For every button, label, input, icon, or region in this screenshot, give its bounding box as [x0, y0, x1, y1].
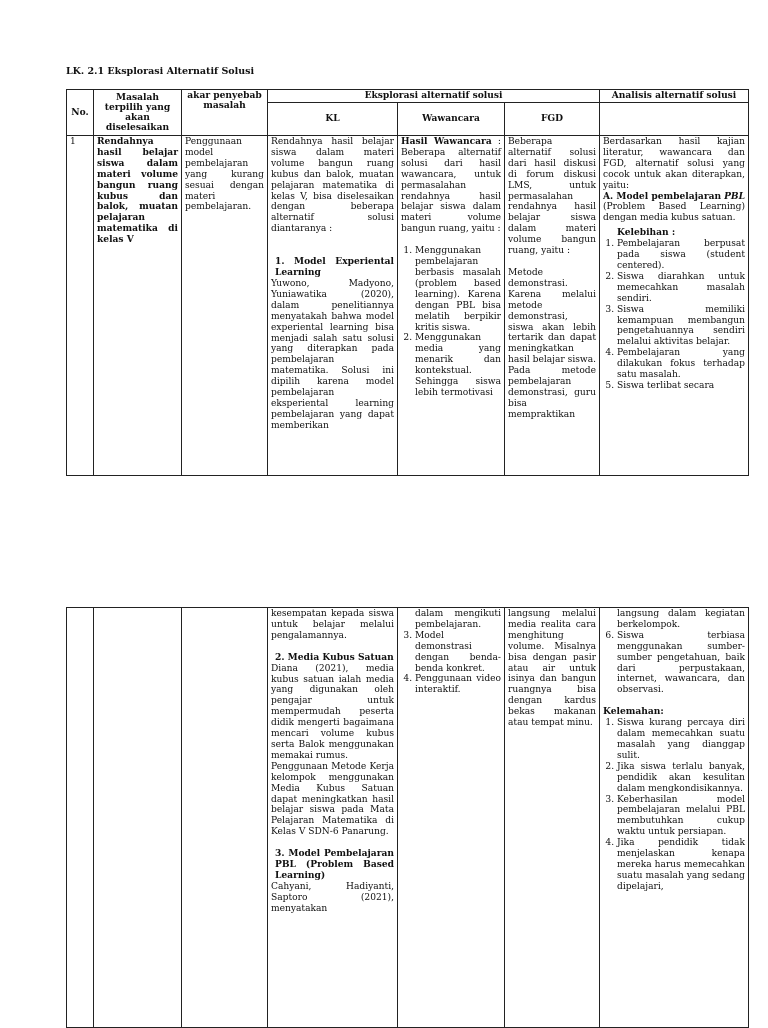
header-akar: akar penyebab masalah	[182, 90, 268, 136]
header-masalah: Masalah terpilih yang akan diselesaikan	[94, 90, 182, 136]
header-no: No.	[67, 90, 94, 136]
wawancara-lead: Hasil Wawancara	[401, 136, 492, 147]
row-number: 1	[67, 136, 94, 476]
kelebihan-item: 2. Siswa diarahkan untuk memecahkan masalah sendiri.	[617, 272, 745, 305]
kl-item3-title: 3. Model Pembelajaran PBL (Problem Based Learning)	[275, 848, 394, 881]
akar-cell: Penggunaan model pembelajaran yang kurang sesuai dengan materi pembelajaran.	[182, 136, 268, 476]
kelebihan-item: 5. Siswa terlibat secara	[617, 381, 745, 392]
analisis-cell-continued	[600, 608, 749, 1028]
kl-item1-text-cont: kesempatan kepada siswa untuk belajar melalui pengalamannya.	[271, 609, 394, 641]
kelemahan-item: 4. Jika pendidik tidak menjelaskan kenapa mereka harus memecahkan suatu masalah yang sedang dipelajari,	[617, 838, 745, 893]
wawancara-item-3: 3. Model demonstrasi dengan benda-benda konkret.	[415, 631, 501, 675]
fgd-cell-continued	[505, 608, 600, 1028]
kl-item3-text: Cahyani, Hadiyanti, Saptoro (2021), menyatakan	[271, 881, 394, 914]
kelebihan-item: 1. Pembelajaran berpusat pada siswa (student centered).	[617, 239, 745, 272]
wawancara-item-2: 2. Menggunakan media yang menarik dan kontekstual. Sehingga siswa lebih termotivasi	[415, 333, 501, 398]
fgd-text: Metode demonstrasi. Karena melalui metode demonstrasi, siswa akan lebih tertarik dan dapat meningkatkan hasil belajar siswa. Pada metode pembelajaran demonstrasi, guru bisa mempraktikan	[508, 267, 597, 420]
fgd-text-cont: langsung melalui media realita cara menghitung volume. Misalnya bisa dengan pasir atau air untuk isinya dan bangun ruangnya bisa dengan kardus bekas makanan atau tempat minu.	[508, 609, 596, 729]
wawancara-item-4: 4. Penggunaan video interaktif.	[415, 674, 501, 696]
wawancara-cell-continued	[398, 608, 505, 1028]
header-fgd: FGD	[505, 103, 600, 136]
analisis-intro: Berdasarkan hasil kajian literatur, wawancara dan FGD, alternatif solusi yang cocok untuk akan diterapkan, yaitu:	[603, 137, 745, 191]
kl-cell	[268, 136, 398, 476]
masalah-cell: Rendahnya hasil belajar siswa dalam materi volume bangun ruang kubus dan balok, muatan pelajaran matematika di kelas V	[94, 136, 182, 476]
wawancara-intro: : Beberapa alternatif solusi dari hasil wawancara, untuk permasalahan rendahnya hasil belajar siswa dalam materi volume bangun ruang, yaitu :	[401, 137, 501, 235]
kelebihan-item: 3. Siswa memiliki kemampuan membangun pengetahuannya sendiri melalui aktivitas belajar.	[617, 305, 745, 349]
kelemahan-heading: Kelemahan:	[603, 706, 664, 718]
kelemahan-item: 2. Jika siswa terlalu banyak, pendidik akan kesulitan dalam mengkondisikannya.	[617, 762, 745, 795]
kelebihan-item-5-cont: langsung dalam kegiatan berkelompok.	[617, 609, 745, 630]
wawancara-item-1: 1. Menggunakan pembelajaran berbasis masalah (problem based learning). Karena dengan PBL bisa melatih berpikir kritis siswa.	[415, 246, 501, 333]
kelebihan-item: 4. Pembelajaran yang dilakukan fokus terhadap satu masalah.	[617, 348, 745, 381]
fgd-intro: Beberapa alternatif solusi dari hasil diskusi di forum diskusi LMS, untuk permasalahan rendahnya hasil belajar siswa dalam materi volume bangun ruang, yaitu :	[508, 137, 596, 257]
kelemahan-item: 1. Siswa kurang percaya diri dalam memecahkan suatu masalah yang dianggap sulit.	[617, 718, 745, 762]
solution-table-part1	[66, 89, 749, 476]
header-analisis: Analisis alternatif solusi	[600, 90, 749, 103]
wawancara-item-2-cont: dalam mengikuti pembelajaran.	[415, 609, 501, 630]
kl-item2-title: 2. Media Kubus Satuan	[275, 651, 394, 663]
header-eksplorasi: Eksplorasi alternatif solusi	[268, 90, 600, 103]
kl-item2-text: Diana (2021), media kubus satuan ialah media yang digunakan oleh pengajar untuk mempermudah peserta didik mengerti bagaimana mencari volume kubus serta Balok menggunakan memakai rumus.	[271, 663, 394, 761]
analisis-model: A. Model pembelajaran PBL (Problem Based Learning) dengan media kubus satuan.	[603, 190, 745, 224]
kl-item1-title: 1. Model Experiental Learning	[275, 256, 394, 279]
kl-item1-text: Yuwono, Madyono, Yuniawatika (2020), dalam penelitiannya menyatakah bahwa model experiental learning bisa menjadi salah satu solusi yang diterapkan pada pembelajaran matematika. Solusi ini dipilih karena model pembelajaran eksperiental learning pembelajaran yang dapat memberikan	[271, 278, 394, 431]
kelebihan-heading: Kelebihan :	[617, 227, 676, 239]
kl-cell-continued	[268, 608, 398, 1028]
wawancara-cell	[398, 136, 505, 476]
kelebihan-item: 6. Siswa terbiasa menggunakan sumber-sumber pengetahuan, baik dari perpustakaan, internet, wawancara, dan observasi.	[617, 631, 745, 696]
solution-table-part2	[66, 607, 749, 1028]
document-title: LK. 2.1 Eksplorasi Alternatif Solusi	[66, 66, 255, 77]
header-wawancara: Wawancara	[398, 103, 505, 136]
kl-intro: Rendahnya hasil belajar siswa dalam materi volume bangun ruang kubus dan balok, muatan pelajaran matematika di kelas V, bisa diselesaikan dengan beberapa alternatif solusi diantaranya :	[271, 137, 394, 235]
kl-item2-text2: Penggunaan Metode Kerja kelompok menggunakan Media Kubus Satuan dapat meningkatkan hasil belajar siswa pada Mata Pelajaran Matematika di Kelas V SDN-6 Panarung.	[271, 761, 394, 838]
analisis-cell	[600, 136, 749, 476]
header-kl: KL	[268, 103, 398, 136]
kelemahan-item: 3. Keberhasilan model pembelajaran melalui PBL membutuhkan cukup waktu untuk persiapan.	[617, 795, 745, 839]
fgd-cell	[505, 136, 600, 476]
